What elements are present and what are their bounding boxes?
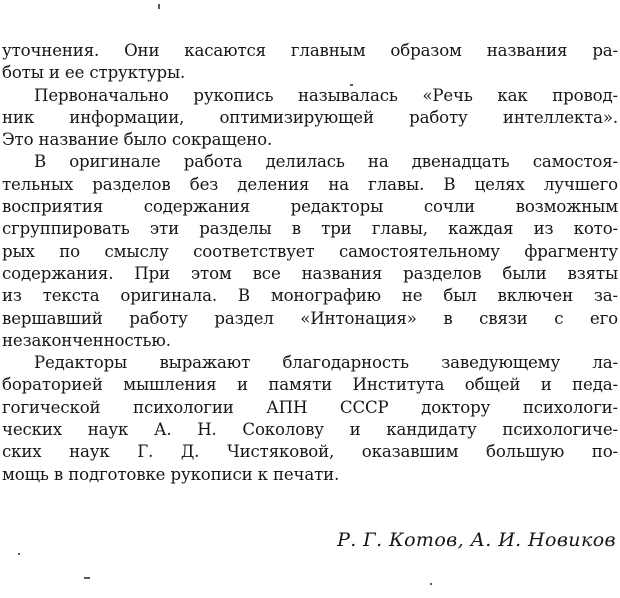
- text-line: гогической психологии АПН СССР доктору психологи-: [2, 397, 618, 417]
- scan-speck: [84, 577, 90, 579]
- scan-speck: [18, 553, 20, 555]
- text-line: Первоначально рукопись называлась «Речь как провод-: [34, 85, 618, 105]
- text-line: незаконченностью.: [2, 330, 171, 350]
- text-line: бораторией мышления и памяти Института общей и педа-: [2, 375, 618, 395]
- paragraph: [2, 352, 618, 486]
- text-line: Это название было сокращено.: [2, 130, 273, 150]
- text-line: ских наук Г. Д. Чистяковой, оказавшим большую по-: [2, 442, 618, 462]
- paragraph: [2, 40, 618, 85]
- paragraph: [2, 85, 618, 152]
- text-line: сгруппировать эти разделы в три главы, каждая из кото-: [2, 219, 618, 239]
- body-text: [2, 40, 618, 486]
- text-line: тельных разделов без деления на главы. В целях лучшего: [2, 174, 618, 194]
- text-line: мощь в подготовке рукописи к печати.: [2, 464, 340, 484]
- scan-speck: [350, 84, 353, 86]
- text-line: В оригинале работа делилась на двенадцать самостоя-: [34, 152, 618, 172]
- text-line: боты и ее структуры.: [2, 63, 186, 83]
- text-line: из текста оригинала. В монографию не был включен за-: [2, 286, 618, 306]
- text-line: рых по смыслу соответствует самостоятельному фрагменту: [2, 241, 618, 261]
- text-line: ческих наук А. Н. Соколову и кандидату психологиче-: [2, 420, 618, 440]
- text-line: восприятия содержания редакторы сочли возможным: [2, 197, 618, 217]
- scan-speck: [158, 4, 160, 9]
- text-line: ник информации, оптимизирующей работу интеллекта».: [2, 107, 618, 127]
- text-line: вершавший работу раздел «Интонация» в связи с его: [2, 308, 618, 328]
- text-line: уточнения. Они касаются главным образом названия ра-: [2, 41, 618, 60]
- paragraph: [2, 151, 618, 352]
- scan-speck: [430, 583, 432, 585]
- signature-authors: Р. Г. Котов, А. И. Новиков: [337, 529, 616, 551]
- text-line: содержания. При этом все названия разделов были взяты: [2, 263, 618, 283]
- text-line: Редакторы выражают благодарность заведующему ла-: [34, 353, 618, 373]
